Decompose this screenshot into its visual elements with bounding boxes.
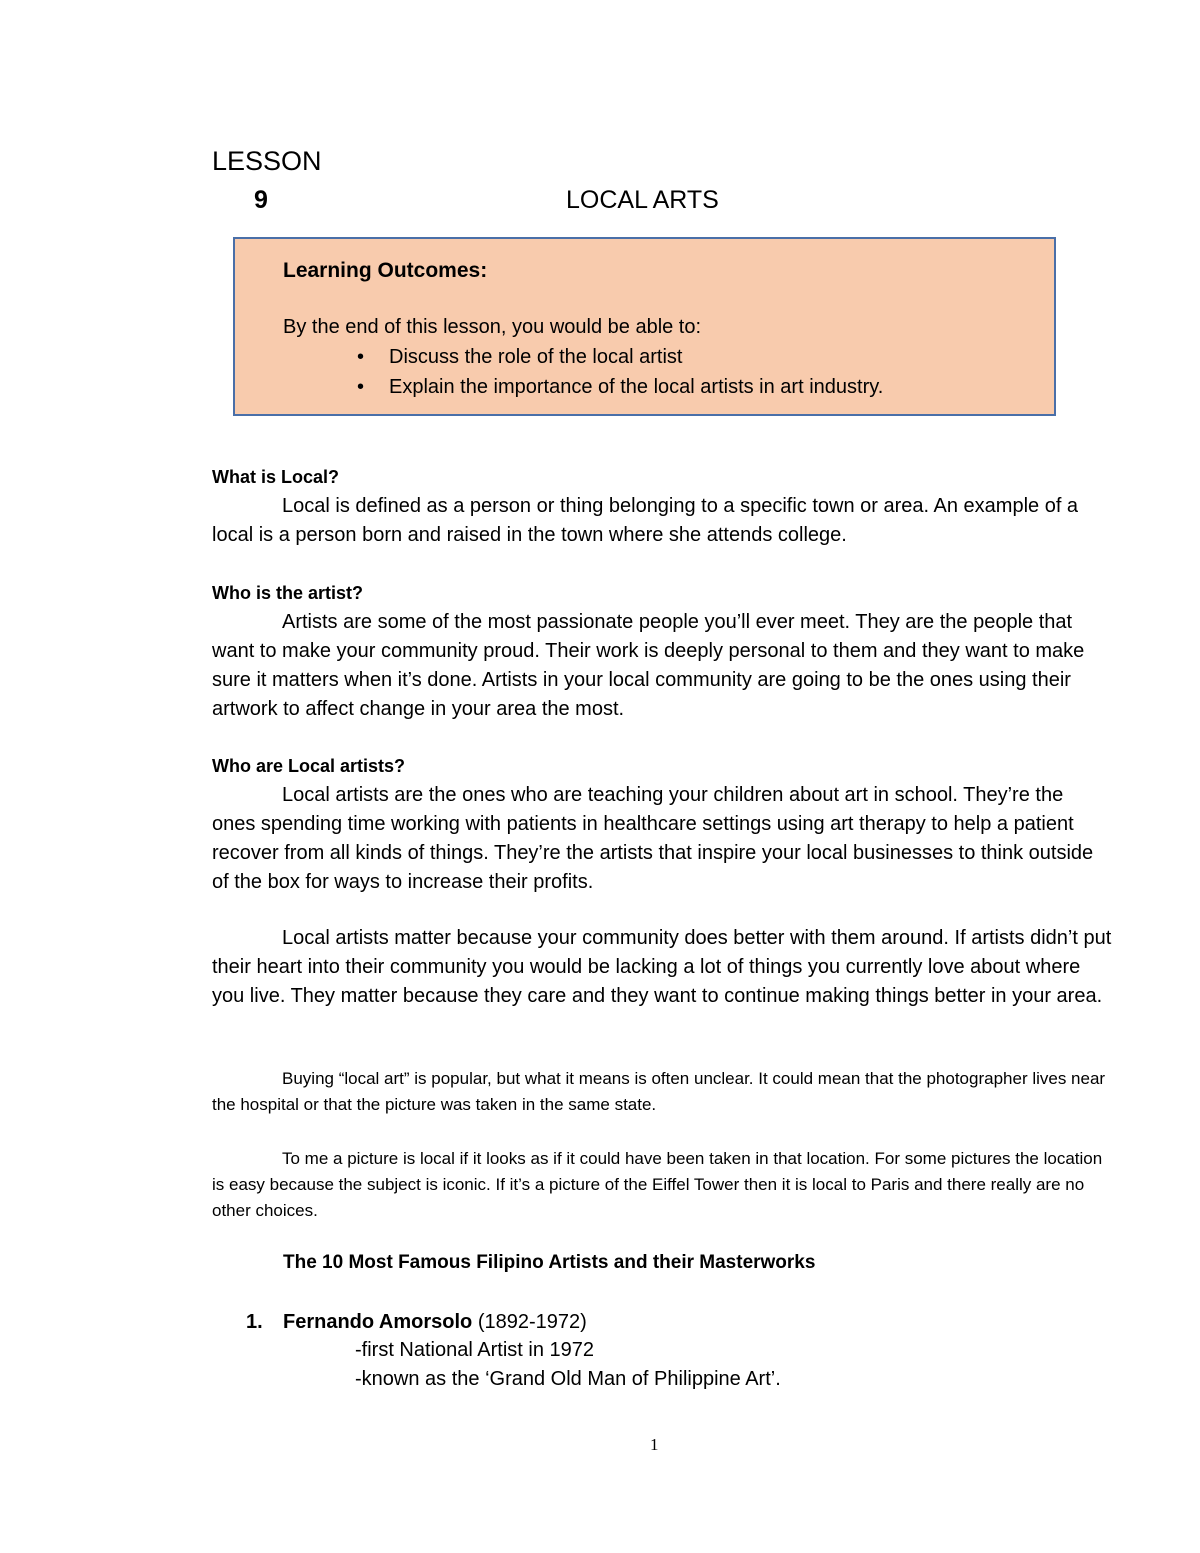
page-title: LOCAL ARTS xyxy=(566,186,719,214)
paragraph-local-artists-matter xyxy=(212,924,1112,1011)
learning-outcomes-box xyxy=(233,237,1056,416)
bullet-icon: • xyxy=(357,346,365,368)
artist-detail: -first National Artist in 1972 xyxy=(355,1339,594,1361)
outcome-item-text: Explain the importance of the local artists in art industry. xyxy=(389,376,884,398)
lesson-number: 9 xyxy=(254,186,268,214)
section-body: Local artists are the ones who are teaching your children about art in school. They’re the ones spending time working with patients in healthcare settings using art therapy to help a patient recover from all kinds of things. They’re the artists that inspire your local businesses to think outside of the box for ways to increase their profits. xyxy=(212,784,1094,893)
list-item-number: 1. xyxy=(246,1311,263,1333)
section-body: Local is defined as a person or thing belonging to a specific town or area. An example of a local is a person born and raised in the town where she attends college. xyxy=(212,495,1079,546)
paragraph-picture-is-local: To me a picture is local if it looks as if it could have been taken in that location. For some pictures the location is easy because the subject is iconic. If it’s a picture of the Eiffel Tower then it is local to Paris and there really are no other choices. xyxy=(212,1149,1103,1220)
outcomes-heading: Learning Outcomes: xyxy=(283,259,488,282)
section-what-is-local xyxy=(212,463,1112,550)
outcome-item-text: Discuss the role of the local artist xyxy=(389,346,683,368)
section-heading: Who is the artist? xyxy=(212,583,364,603)
artist-name: Fernando Amorsolo (1892-1972) xyxy=(283,1311,587,1333)
bullet-icon: • xyxy=(357,376,365,398)
outcomes-intro: By the end of this lesson, you would be able to: xyxy=(283,316,702,338)
section-heading: What is Local? xyxy=(212,467,340,487)
section-who-is-artist xyxy=(212,579,1112,724)
section-body: Local artists matter because your community does better with them around. If artists didn’t put their heart into their community you would be lacking a lot of things you currently love about where you live. They matter because they care and they want to continue making things better in your area. xyxy=(212,927,1112,1007)
lesson-label: LESSON xyxy=(212,146,322,176)
section-body: Artists are some of the most passionate people you’ll ever meet. They are the people that want to make your community proud. Their work is deeply personal to them and they want to make sure it matters when it’s done. Artists in your local community are going to be the ones using their artwork to affect change in your area the most. xyxy=(212,611,1085,720)
section-who-are-local-artists xyxy=(212,752,1112,897)
famous-artists-title: The 10 Most Famous Filipino Artists and their Masterworks xyxy=(283,1252,816,1273)
artist-detail: -known as the ‘Grand Old Man of Philippine Art’. xyxy=(355,1368,781,1390)
page-number: 1 xyxy=(650,1435,659,1454)
section-heading: Who are Local artists? xyxy=(212,756,406,776)
paragraph-buying-local-art: Buying “local art” is popular, but what it means is often unclear. It could mean that the photographer lives near the hospital or that the picture was taken in the same state. xyxy=(212,1069,1106,1114)
